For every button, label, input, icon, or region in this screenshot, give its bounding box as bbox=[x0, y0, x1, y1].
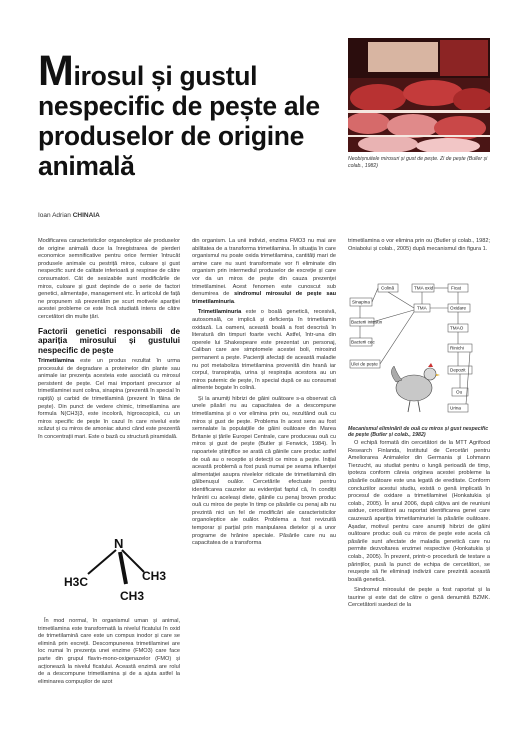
diag-sinapina: Sinapina bbox=[352, 299, 370, 305]
col2-paragraph-2: Trimetilaminuria este o boală genetică, recesivă, autosomală, ce implică și deficiența în trimetilamin oxidază. La oameni, această boală a fost descrisă în literatură din timpuri foarte vechi. Astfel, într-una din operele lui Shakespeare este prezentat un personaj, Caliban care are simptomele acestei boli, mirosind permanent a pește. Pacienții afectați de această maladie nu pot metaboliza trimetilamina provenită din hrană iar corpul, transpirația, urina și respirația acestora au un miros puternic de pește, în special după ce au consumat alimente bogate în colină. bbox=[192, 309, 336, 392]
diag-tma-oxid: TMA oxid bbox=[414, 285, 434, 291]
col3-paragraph-1: trimetilamina o vor elimina prin ou (Butler și colab., 1982; Oniabolui și colab., 2005) după mecanismul din figura 1. bbox=[348, 238, 490, 252]
mechanism-diagram bbox=[348, 276, 492, 422]
col3-paragraph-2: O echipă formată din cercetători de la MTT Agrifood Research Finlanda, Institutul de Cercetări pentru Ameliorarea Animalelor din Germania și Lohmann Tierzucht, au studiat pentru o lungă perioadă de timp, ipoteza conform căreia originea acestei probleme la păsările ouătoare este una legată de ereditate. Conform concluziilor acestui studiu, există o genă implicată în procesul de oxidare a trimetilaminei (Honkatukia și colab., 2005). În anul 2006, după câțiva ani de reuniuni asidue, cercetătorii au raportat identificarea genei care cauzează apariția trimetilaminuriei la păsările ouătoare. Așadar, motivul pentru care anumiți hibrizi de găini ouătoare produc ouă cu miros de pește este acela că păsările sunt afectate de maladia genetică care nu permite dezvoltarea enzimei respective (Honkatukia și colab., 2005). În prezent, printr-o procedură de testare a părinților, pusă la punct de echipa de cercetători, se reușește să fie eliminați indivizii care prezintă această boală genetică. bbox=[348, 440, 490, 583]
col2-paragraph-1: din organism. La unii indivizi, enzima FMO3 nu mai are abilitatea de a transforma trimetilamina. În situația în care organismul nu poate oxida trimetilamina, cantități mari de amine care nu sunt transformate vor fi eliminate din organism prin intermediul produselor de excreție și care vor da un miros de pește din cauza prezenței trimetilaminei. Acest fenomen este cunoscut sub denumirea de sindromul mirosului de pește sau trimetilaminuria. bbox=[192, 238, 336, 305]
diag-oxidare: Oxidare bbox=[450, 305, 467, 311]
chem-bottom: CH3 bbox=[120, 589, 145, 603]
diag-ulei: Ulei de pește bbox=[351, 361, 378, 367]
meat-photo bbox=[348, 38, 490, 152]
diag-tma: TMA bbox=[417, 305, 427, 311]
hen-illustration bbox=[391, 363, 440, 412]
column-3-continued bbox=[348, 440, 490, 613]
diag-bact-intestin: Bacterii intestin bbox=[351, 319, 383, 325]
meat-photo-illustration bbox=[348, 38, 490, 152]
column-1 bbox=[38, 238, 180, 445]
trimethylamine-structure bbox=[60, 534, 172, 606]
diag-ou: Ou bbox=[456, 389, 463, 395]
diag-urina: Urina bbox=[450, 405, 461, 411]
intro-paragraph: Modificarea caracteristicilor organoleptice ale produselor de origine animală duce la înregistrarea de pierderi economice semnificative pentru orice fermier întrucât produsele animale cu pestriță miros, culoare și gust nespecific sunt de calitate inferioară și respinse de către consumatori. Cât de sesizabile sunt modificările de miros, culoare și gust depinde de o serie de factori genetici, alimentație, management etc. În articolul de față ne propunem să prezentăm pe scurt motivele apariției acestei probleme ce este încă studiată intens de către cercetători din multe țări. bbox=[38, 238, 180, 320]
title-rest: irosul și gustul nespecific de pește ale produselor de origine animală bbox=[38, 61, 320, 181]
diag-ficat: Ficat bbox=[451, 285, 461, 291]
tma-paragraph: Trimetilamina este un produs rezultat în urma procesului de degradare a proteinelor din plante sau animale iar prezența acesteia este asociată cu mirosul persistent de pește. Cel mai important precursor al trimetilaminei sunt colina, sinapina (prezentă în special în rapiță) și carbid de trimetilamină (prezent în făina de pește). Din punct de vedere chimic, trimetilamina are formula N(CH3)3, este incoloră, higroscopică, cu un miros specific de pește în cazul în care nivelul este scăzut și cu miros de amoniac atunci când este prezentă în concentrații mari. Este o bază cu structură piramidală. bbox=[38, 358, 180, 440]
diag-colina: Colină bbox=[381, 285, 395, 291]
col3-paragraph-3: Sindromul mirosului de pește a fost raportat și la taurine și este dat de către o genă denumită BZMK. Cercetătorii suedezi de la bbox=[348, 587, 490, 609]
diag-depozit: Depozit bbox=[450, 367, 466, 373]
author: Ioan Adrian CHINAIA bbox=[38, 212, 100, 219]
diag-rinichi: Rinichi bbox=[450, 345, 464, 351]
author-surname: CHINAIA bbox=[72, 212, 100, 219]
chem-right: CH3 bbox=[142, 569, 167, 583]
chem-left: H3C bbox=[64, 575, 89, 589]
column-2 bbox=[192, 238, 336, 551]
chem-n: N bbox=[114, 536, 124, 551]
diag-bact-cec: Bacterii cec bbox=[351, 339, 375, 345]
column-3 bbox=[348, 238, 490, 256]
diag-tmao: TMAO bbox=[450, 325, 464, 331]
section-heading: Factorii genetici responsabili de apariția mirosului și gustului nespecific de pește bbox=[38, 326, 180, 355]
title-dropcap: M bbox=[38, 47, 74, 95]
diagram-caption: Mecanismul eliminării de ouă cu miros și gust nespecific de pește (Butler și colab., 1982) bbox=[348, 426, 489, 439]
col2-paragraph-3: Și la anumiți hibrizi de găini ouătoare s-a observat că unele păsări nu au capacitatea de a descompune trimetilamina și o vor elimina prin ou, rezultând ouă cu miros și gust de pește. Problema în acest sens au fost semnalate la populațiile de găini ouătoare din Marea Britanie și țările Europei Centrale, care produceau ouă cu miros și gust de pește (Butler și Fenwick, 1984). În rapoartele științifice se arată că găinile care produc astfel de ouă au o receptie și detecții ce miros a pește. Inițial această problemă a fost pusă numai pe seama influenței alimentației asupra nivelelor ridicate de trimetilamină din gălbenușul ouălor. Cercetările efectuate pentru identificarea cauzelor au evidențiat faptul că, în condiții hrănirii cu aceleași diete, găinile cu penaj brown produc ouă cu miros de pește în timp ce păsările cu penaj alb nu prezintă nici un fel de modificări ale caracteristicilor organoleptice ale ouălor. Problema a fost revizuită temporar și parțial prin manipularea dietelor și a unor programe de hrănire speciale. Păsările care nu au capacitatea de a transforma bbox=[192, 395, 336, 547]
photo-caption: Neobișnuitele mirosuri și gust de pește. Zi de pește (Buller și colab., 1982) bbox=[348, 156, 488, 169]
column-1-continued bbox=[38, 618, 180, 689]
article-title bbox=[38, 47, 340, 181]
after-chem-paragraph: În mod normal, în organismul uman și animal, trimetilamina este transformată la nivelul ficatului în oxid de trimetilamină care este un compus inodor și care se elimină prin excreții. Descompunerea trimetilaminei are loc numai în prezența unei enzime (FMO3) care face parte din grupul flavin-mono-oxigenazelor (FMO) și acționează la nivelul ficatului. Această enzimă are rolul de a descompune trimetilamina și de a ajuta astfel la eliminarea compușilor de azot bbox=[38, 618, 180, 685]
